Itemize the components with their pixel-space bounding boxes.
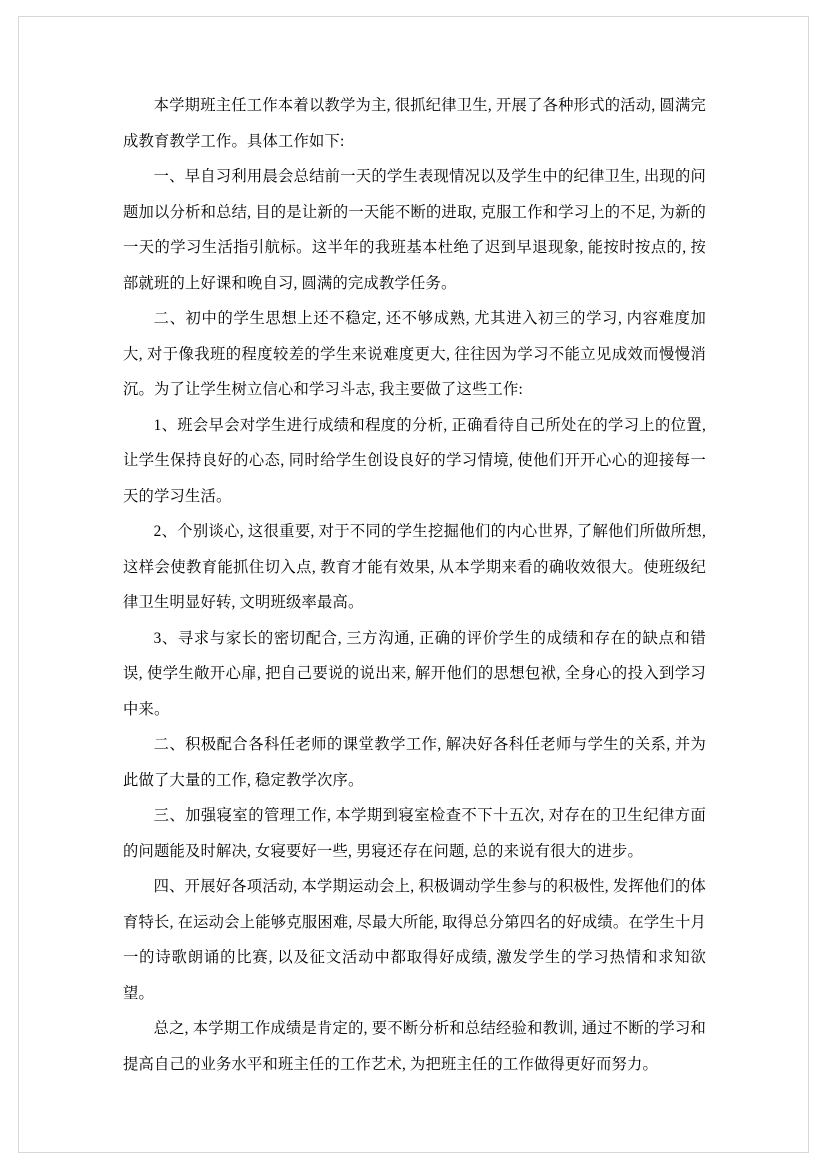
paragraph: 本学期班主任工作本着以教学为主, 很抓纪律卫生, 开展了各种形式的活动, 圆满完成教育教学工作。具体工作如下: <box>123 97 706 150</box>
document-body <box>123 88 706 1082</box>
paragraph: 二、积极配合各科任老师的课堂教学工作, 解决好各科任老师与学生的关系, 并为此做了大量的工作, 稳定教学次序。 <box>123 736 706 789</box>
paragraph: 1、班会早会对学生进行成绩和程度的分析, 正确看待自己所处在的学习上的位置, 让学生保持良好的心态, 同时给学生创设良好的学习情境, 使他们开开心心的迎接每一天的学习生活。 <box>123 416 706 505</box>
paragraph: 四、开展好各项活动, 本学期运动会上, 积极调动学生参与的积极性, 发挥他们的体育特长, 在运动会上能够克服困难, 尽最大所能, 取得总分第四名的好成绩。在学生十月一的诗歌朗诵的比赛, 以及征文活动中都取得好成绩, 激发学生的学习热情和求知欲望。 <box>123 878 706 1002</box>
paragraph: 一、早自习利用晨会总结前一天的学生表现情况以及学生中的纪律卫生, 出现的问题加以分析和总结, 目的是让新的一天能不断的进取, 克服工作和学习上的不足, 为新的一天的学习生活指引航标。这半年的我班基本杜绝了迟到早退现象, 能按时按点的, 按部就班的上好课和晚自习, 圆满的完成教学任务。 <box>123 168 706 292</box>
paragraph: 总之, 本学期工作成绩是肯定的, 要不断分析和总结经验和教训, 通过不断的学习和提高自己的业务水平和班主任的工作艺术, 为把班主任的工作做得更好而努力。 <box>123 1020 706 1073</box>
paragraph: 3、寻求与家长的密切配合, 三方沟通, 正确的评价学生的成绩和存在的缺点和错误, 使学生敞开心扉, 把自己要说的说出来, 解开他们的思想包袱, 全身心的投入到学习中来。 <box>123 629 706 718</box>
paragraph: 2、个别谈心, 这很重要, 对于不同的学生挖掘他们的内心世界, 了解他们所做所想, 这样会使教育能抓住切入点, 教育才能有效果, 从本学期来看的确收效很大。使班级纪律卫生明显好转, 文明班级率最高。 <box>123 523 706 611</box>
paragraph: 三、加强寝室的管理工作, 本学期到寝室检查不下十五次, 对存在的卫生纪律方面的问题能及时解决, 女寝要好一些, 男寝还存在问题, 总的来说有很大的进步。 <box>123 807 706 860</box>
paragraph: 二、初中的学生思想上还不稳定, 还不够成熟, 尤其进入初三的学习, 内容难度加大, 对于像我班的程度较差的学生来说难度更大, 往往因为学习不能立见成效而慢慢消沉。为了让学生树立信心和学习斗志, 我主要做了这些工作: <box>123 310 706 398</box>
